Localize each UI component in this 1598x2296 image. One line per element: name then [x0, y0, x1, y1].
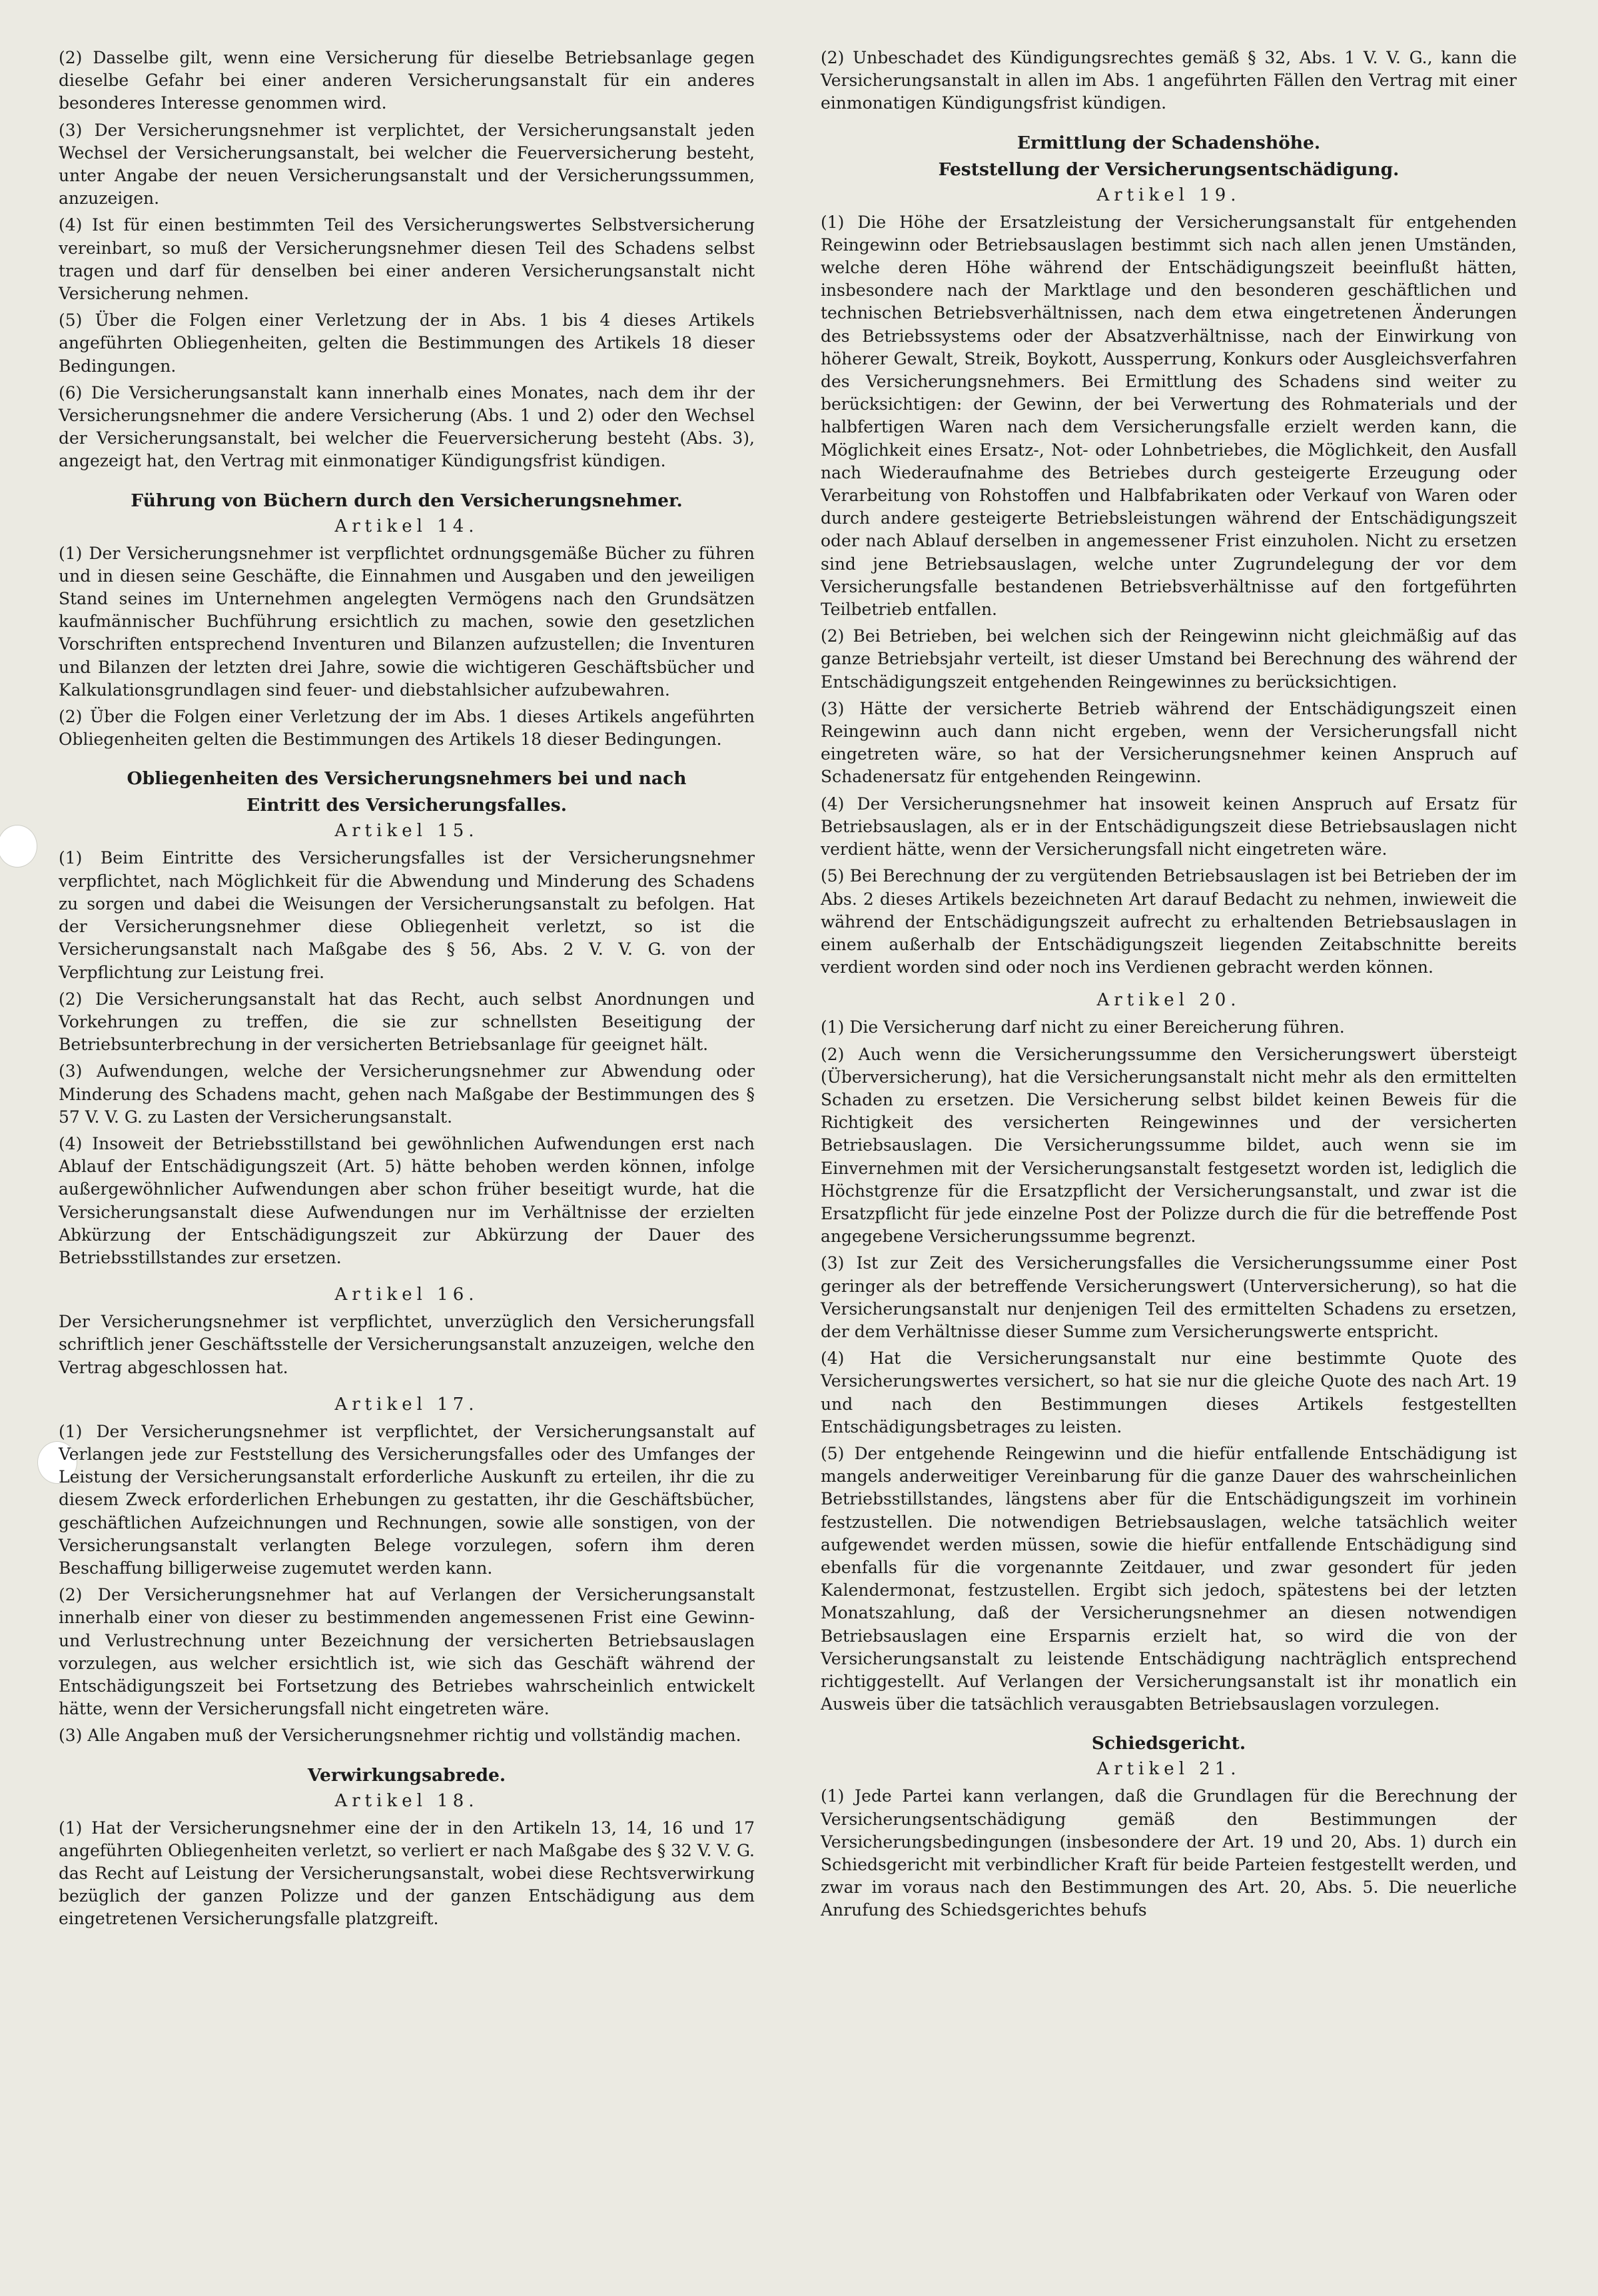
section-heading: Verwirkungsabrede.: [307, 1764, 506, 1786]
article-heading: Artikel 16.: [334, 1285, 479, 1305]
paragraph: (1) Die Versicherung darf nicht zu einer Bereicherung führen.: [821, 1017, 1345, 1037]
section-heading: Obliegenheiten des Versicherungsnehmers bei und nach: [127, 768, 687, 790]
article-heading: Artikel 15.: [334, 821, 479, 842]
paragraph: (1) Die Höhe der Ersatzleistung der Versicherungsanstalt für entgehenden Reingewinn oder Betriebsauslagen bestimmt sich nach allen jenen Umständen, welche deren Höhe während der Entschädigungszeit beeinflußt hätten, insbesondere nach der Marktlage und den besonderen geschäftlichen und technischen Betriebsverhältnissen, nach dem etwa eingetretenen Änderungen des Betriebssystems oder der Absatzverhältnisse, nach der Einwirkung von höherer Gewalt, Streik, Boykott, Aussperrung, Konkurs oder Ausgleichsverfahren des Versicherungsnehmers. Bei Ermittlung des Schadens sind weiter zu berücksichtigen: der Gewinn, der bei Verwertung des Rohmaterials und der halbfertigen Waren nach dem Versicherungsfalle erzielt werden kann, die Möglichkeit eines Ersatz-, Not- oder Lohnbetriebes, die Möglichkeit, den Ausfall nach Wiederaufnahme des Betriebes durch gesteigerte Erzeugung oder Verarbeitung von Rohstoffen und Halbfabrikaten oder Verkauf von Waren oder durch andere gesteigerte Betriebsleistungen während der Entschädigungszeit oder nach Ablauf derselben in angemessener Frist einzuholen. Nicht zu ersetzen sind jene Betriebsauslagen, welche unter Zugrundelegung der vor dem Versicherungsfalle bestandenen Betriebsverhältnisse auf den fortgeführten Teilbetrieb entfallen.: [821, 212, 1517, 620]
paragraph: (3) Der Versicherungsnehmer ist verplichtet, der Versicherungsanstalt jeden Wechsel der Versicherungsanstalt, bei welcher die Feuerversicherung besteht, unter Angabe der neuen Versicherungsanstalt und der Versicherungssummen, anzuzeigen.: [59, 120, 755, 209]
paragraph: (1) Jede Partei kann verlangen, daß die Grundlagen für die Berechnung der Versicherungsentschädigung gemäß den Bestimmungen der Versicherungsbedingungen (insbesondere der Art. 19 und 20, Abs. 1) durch ein Schiedsgericht mit verbindlicher Kraft für beide Parteien festgestellt werden, und zwar im voraus nach den Bestimmungen des Art. 20, Abs. 5. Die neuerliche Anrufung des Schiedsgerichtes behufs: [821, 1786, 1517, 1920]
paragraph: (4) Hat die Versicherungsanstalt nur eine bestimmte Quote des Versicherungswertes versichert, so hat sie nur die gleiche Quote des nach Art. 19 und nach den Bestimmungen dieses Artikels festgestellten Entschädigungsbetrages zu leisten.: [821, 1349, 1517, 1436]
article-heading: Artikel 18.: [334, 1790, 479, 1811]
paragraph: (3) Ist zur Zeit des Versicherungsfalles die Versicherungssumme einer Post geringer als der betreffende Versicherungswert (Unterversicherung), so hat die Versicherungsanstalt nur denjenigen Teil des ermittelten Schadens zu ersetzen, der dem Verhältnisse dieser Summe zum Versicherungswerte entspricht.: [821, 1253, 1517, 1341]
section-heading: Schiedsgericht.: [1091, 1733, 1246, 1754]
section-heading: Führung von Büchern durch den Versicherungsnehmer.: [131, 490, 683, 511]
article-heading: Artikel 21.: [1096, 1759, 1241, 1780]
paragraph: (3) Aufwendungen, welche der Versicherungsnehmer zur Abwendung oder Minderung des Schadens macht, gehen nach Maßgabe der Bestimmungen des § 57 V. V. G. zu Lasten der Versicherungsanstalt.: [59, 1061, 755, 1127]
article-heading: Artikel 17.: [334, 1394, 479, 1415]
paragraph: (2) Dasselbe gilt, wenn eine Versicherung für dieselbe Betriebsanlage gegen dieselbe Gefahr bei einer anderen Versicherungsanstalt für ein anderes besonderes Interesse genommen wird.: [59, 48, 755, 113]
paragraph: (1) Der Versicherungsnehmer ist verpflichtet ordnungsgemäße Bücher zu führen und in diesen seine Geschäfte, die Einnahmen und Ausgaben und den jeweiligen Stand seines im Unternehmen angelegten Vermögens nach den Grundsätzen kaufmännischer Buchführung ersichtlich zu machen, sowie den gesetzlichen Vorschriften entsprechend Inventuren und Bilanzen aufzustellen; die Inventuren und Bilanzen der letzten drei Jahre, sowie die wichtigeren Geschäftsbücher und Kalkulationsgrundlagen sind feuer- und diebstahlsicher aufzubewahren.: [59, 543, 755, 700]
paragraph: (5) Der entgehende Reingewinn und die hiefür entfallende Entschädigung ist mangels anderweitiger Vereinbarung für die ganze Dauer des wahrscheinlichen Betriebsstillstandes, längstens aber für die Entschädigungszeit im vorhinein festzustellen. Die notwendigen Betriebsauslagen, welche tatsächlich weiter aufgewendet werden müssen, sowie die hiefür entfallende Entschädigung sind ebenfalls für die vorgenannte Zeitdauer, und zwar gesondert für jeden Kalendermonat, festzustellen. Ergibt sich jedoch, spätestens bei der letzten Monatszahlung, daß der Versicherungsnehmer an diesen notwendigen Betriebsauslagen eine Ersparnis erzielt hat, so wird die von der Versicherungsanstalt zu leistende Entschädigung nachträglich entsprechend richtiggestellt. Auf Verlangen der Versicherungsanstalt ist ihr monatlich ein Ausweis über die tatsächlich verausgabten Betriebsauslagen vorzulegen.: [821, 1443, 1517, 1714]
paragraph: (3) Hätte der versicherte Betrieb während der Entschädigungszeit einen Reingewinn auch dann nicht ergeben, wenn der Versicherungsfall nicht eingetreten wäre, so hat der Versicherungsnehmer keinen Anspruch auf Schadenersatz für entgehenden Reingewinn.: [821, 698, 1517, 787]
paragraph: (1) Beim Eintritte des Versicherungsfalles ist der Versicherungsnehmer verpflichtet, nach Möglichkeit für die Abwendung und Minderung des Schadens zu sorgen und dabei die Weisungen der Versicherungsanstalt zu befolgen. Hat der Versicherungsnehmer diese Obliegenheit verletzt, so ist die Versicherungsanstalt nach Maßgabe des § 56, Abs. 2 V. V. G. von der Verpflichtung zur Leistung frei.: [59, 848, 755, 982]
section-heading: Ermittlung der Schadenshöhe.: [1016, 132, 1321, 153]
paragraph: (2) Bei Betrieben, bei welchen sich der Reingewinn nicht gleichmäßig auf das ganze Betriebsjahr verteilt, ist dieser Umstand bei Berechnung des während der Entschädigungszeit entgehenden Reingewinnes zu berücksichtigen.: [821, 626, 1517, 692]
section-heading: Eintritt des Versicherungsfalles.: [246, 795, 567, 816]
paragraph: (4) Ist für einen bestimmten Teil des Versicherungswertes Selbstversicherung vereinbart, so muß der Versicherungsnehmer diesen Teil des Schadens selbst tragen und darf für denselben bei einer anderen Versicherungsanstalt nicht Versicherung nehmen.: [59, 215, 755, 304]
paragraph: (1) Hat der Versicherungsnehmer eine der in den Artikeln 13, 14, 16 und 17 angeführten Obliegenheiten verletzt, so verliert er nach Maßgabe des § 32 V. V. G. das Recht auf Leistung der Versicherungsanstalt, wobei diese Rechtsverwirkung bezüglich der ganzen Polizze und der ganzen Entschädigung aus dem eingetretenen Versicherungsfalle platzgreift.: [59, 1818, 755, 1929]
paragraph: (4) Der Versicherungsnehmer hat insoweit keinen Anspruch auf Ersatz für Betriebsauslagen, als er in der Entschädigungszeit diese Betriebsauslagen nicht verdient hätte, wenn der Versicherungsfall nicht eingetreten wäre.: [821, 794, 1517, 860]
section-heading: Feststellung der Versicherungsentschädigung.: [938, 159, 1399, 180]
paragraph: Der Versicherungsnehmer ist verpflichtet, unverzüglich den Versicherungsfall schriftlich jener Geschäftsstelle der Versicherungsanstalt anzuzeigen, welche den Vertrag abgeschlossen hat.: [59, 1312, 755, 1377]
paragraph: (4) Insoweit der Betriebsstillstand bei gewöhnlichen Aufwendungen erst nach Ablauf der Entschädigungszeit (Art. 5) hätte behoben werden können, infolge außergewöhnlicher Aufwendungen aber schon früher beseitigt wurde, hat die Versicherungsanstalt diese Aufwendungen nur im Verhältnisse der erzielten Abkürzung der Entschädigungszeit zur Abkürzung der Dauer des Betriebsstillstandes zur ersetzen.: [59, 1133, 755, 1267]
paragraph: (5) Bei Berechnung der zu vergütenden Betriebsauslagen ist bei Betrieben der im Abs. 2 dieses Artikels bezeichneten Art darauf Bedacht zu nehmen, inwieweit die während der Entschädigungszeit aufrecht zu erhaltenden Betriebsauslagen in einem außerhalb der Entschädigungszeit liegenden Zeitabschnitte bereits verdient worden sind oder noch ins Verdienen gebracht werden können.: [821, 866, 1517, 977]
left-column: [59, 47, 755, 1935]
paragraph: (2) Die Versicherungsanstalt hat das Recht, auch selbst Anordnungen und Vorkehrungen zu treffen, die sie zur schnellsten Beseitigung der Betriebsunterbrechung in der versicherten Betriebsanlage für geeignet hält.: [59, 989, 755, 1055]
paragraph: (2) Auch wenn die Versicherungssumme den Versicherungswert übersteigt (Überversicherung), hat die Versicherungsanstalt nicht mehr als den ermittelten Schaden zu ersetzen. Die Versicherung selbst bildet keinen Beweis für die Richtigkeit des versicherten Reingewinnes und der versicherten Betriebsauslagen. Die Versicherungssumme bildet, auch wenn sie im Einvernehmen mit der Versicherungsanstalt festgesetzt worden ist, lediglich die Höchstgrenze für die Ersatzpflicht der Versicherungsanstalt, und zwar ist die Ersatzpflicht für jede einzelne Post der Polizze durch die für die betreffende Post angegebene Versicherungssumme begrenzt.: [821, 1044, 1517, 1247]
paragraph: (2) Über die Folgen einer Verletzung der im Abs. 1 dieses Artikels angeführten Obliegenheiten gelten die Bestimmungen des Artikels 18 dieser Bedingungen.: [59, 707, 755, 750]
article-heading: Artikel 19.: [1096, 185, 1241, 205]
right-column: [821, 47, 1517, 1926]
article-heading: Artikel 20.: [1096, 990, 1241, 1011]
punch-hole: [0, 825, 37, 867]
paragraph: (6) Die Versicherungsanstalt kann innerhalb eines Monates, nach dem ihr der Versicherungsnehmer die andere Versicherung (Abs. 1 und 2) oder den Wechsel der Versicherungsanstalt, bei welcher die Feuerversicherung besteht (Abs. 3), angezeigt hat, den Vertrag mit einmonatiger Kündigungsfrist kündigen.: [59, 382, 755, 471]
paragraph: (5) Über die Folgen einer Verletzung der in Abs. 1 bis 4 dieses Artikels angeführten Obliegenheiten, gelten die Bestimmungen des Artikels 18 dieser Bedingungen.: [59, 310, 755, 376]
paragraph: (3) Alle Angaben muß der Versicherungsnehmer richtig und vollständig machen.: [59, 1726, 741, 1746]
article-heading: Artikel 14.: [334, 516, 479, 536]
paragraph: (2) Der Versicherungsnehmer hat auf Verlangen der Versicherungsanstalt innerhalb einer von dieser zu bestimmenden angemessenen Frist eine Gewinn- und Verlustrechnung unter Bezeichnung der versicherten Betriebsauslagen vorzulegen, aus welcher ersichtlich ist, wie sich das Geschäft während der Entschädigungszeit bei Fortsetzung des Betriebes wahrscheinlich entwickelt hätte, wenn der Versicherungsfall nicht eingetreten wäre.: [59, 1585, 755, 1719]
paragraph: (2) Unbeschadet des Kündigungsrechtes gemäß § 32, Abs. 1 V. V. G., kann die Versicherungsanstalt in allen im Abs. 1 angeführten Fällen den Vertrag mit einer einmonatigen Kündigungsfrist kündigen.: [821, 48, 1517, 113]
paragraph: (1) Der Versicherungsnehmer ist verpflichtet, der Versicherungsanstalt auf Verlangen jede zur Feststellung des Versicherungsfalles oder des Umfanges der Leistung der Versicherungsanstalt erforderliche Auskunft zu erteilen, ihr die zu diesem Zweck erforderlichen Erhebungen zu gestatten, ihr die Geschäftsbücher, geschäftlichen Aufzeichnungen und Rechnungen, sowie alle sonstigen, von der Versicherungsanstalt verlangten Belege vorzulegen, sofern ihm deren Beschaffung billigerweise zugemutet werden kann.: [59, 1421, 755, 1578]
